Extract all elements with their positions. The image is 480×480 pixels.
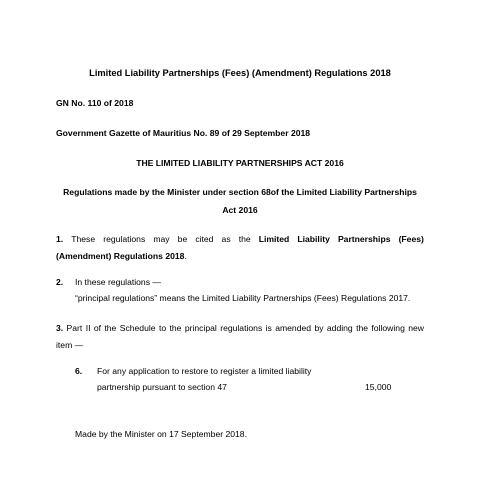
word: Schedule [119, 323, 156, 333]
paragraph-1-line2 [56, 248, 424, 265]
paragraph-3-line1 [56, 320, 424, 337]
made-by-statement: Made by the Minister on 17 September 2018. [75, 429, 247, 439]
word: following [371, 323, 405, 333]
schedule-item-description-line1: For any application to restore to register a limited liability [97, 366, 312, 376]
paragraph-2-number: 2. [56, 277, 64, 287]
act-heading: THE LIMITED LIABILITY PARTNERSHIPS ACT 2016 [136, 158, 344, 168]
word: regulations [220, 323, 263, 333]
paragraph-3-line2: item — [56, 340, 84, 350]
word: is [265, 323, 272, 333]
paragraph-2-definition: “principal regulations” means the Limited Liability Partnerships (Fees) Regulations 2017. [75, 293, 411, 303]
paragraph-1-number: 1. [56, 234, 64, 244]
schedule-item-description-line2: partnership pursuant to section 47 [97, 382, 227, 392]
gn-number: GN No. 110 of 2018 [56, 98, 134, 108]
word: These [71, 234, 96, 244]
paragraph-3 [56, 320, 424, 354]
schedule-item-number: 6. [75, 366, 83, 376]
paragraph-3-number: 3. [56, 323, 64, 333]
word: the [356, 323, 369, 333]
word: new [408, 323, 424, 333]
word: the [238, 234, 251, 244]
paragraph-2-text: In these regulations — [75, 277, 161, 287]
word: may [153, 234, 170, 244]
regulations-heading-line2: Act 2016 [222, 205, 258, 215]
word: cited [195, 234, 214, 244]
word: adding [326, 323, 353, 333]
word: by [314, 323, 324, 333]
word: II [85, 323, 91, 333]
regulations-heading-line1: Regulations made by the Minister under section 68of the Limited Liability Partnerships [63, 187, 417, 197]
gazette-reference: Government Gazette of Mauritius No. 89 of 29 September 2018 [56, 128, 311, 138]
paragraph-1-period: . [184, 251, 187, 261]
word: Limited [258, 234, 290, 244]
word: regulations [103, 234, 146, 244]
word: be [177, 234, 188, 244]
word: principal [184, 323, 217, 333]
word: Part [66, 323, 83, 333]
word: the [169, 323, 182, 333]
document-title: Limited Liability Partnerships (Fees) (Amendment) Regulations 2018 [89, 68, 391, 78]
word: to [158, 323, 167, 333]
word: of [93, 323, 102, 333]
schedule-item-fee-amount: 15,000 [365, 382, 392, 392]
word: Liability [297, 234, 330, 244]
word: the [104, 323, 117, 333]
regulations-citation: (Amendment) Regulations 2018 [56, 251, 185, 261]
word: (Fees) [398, 234, 424, 244]
word: as [221, 234, 231, 244]
word: Partnerships [337, 234, 391, 244]
word: amended [275, 323, 312, 333]
paragraph-1 [56, 231, 424, 265]
paragraph-1-line1 [56, 231, 424, 248]
